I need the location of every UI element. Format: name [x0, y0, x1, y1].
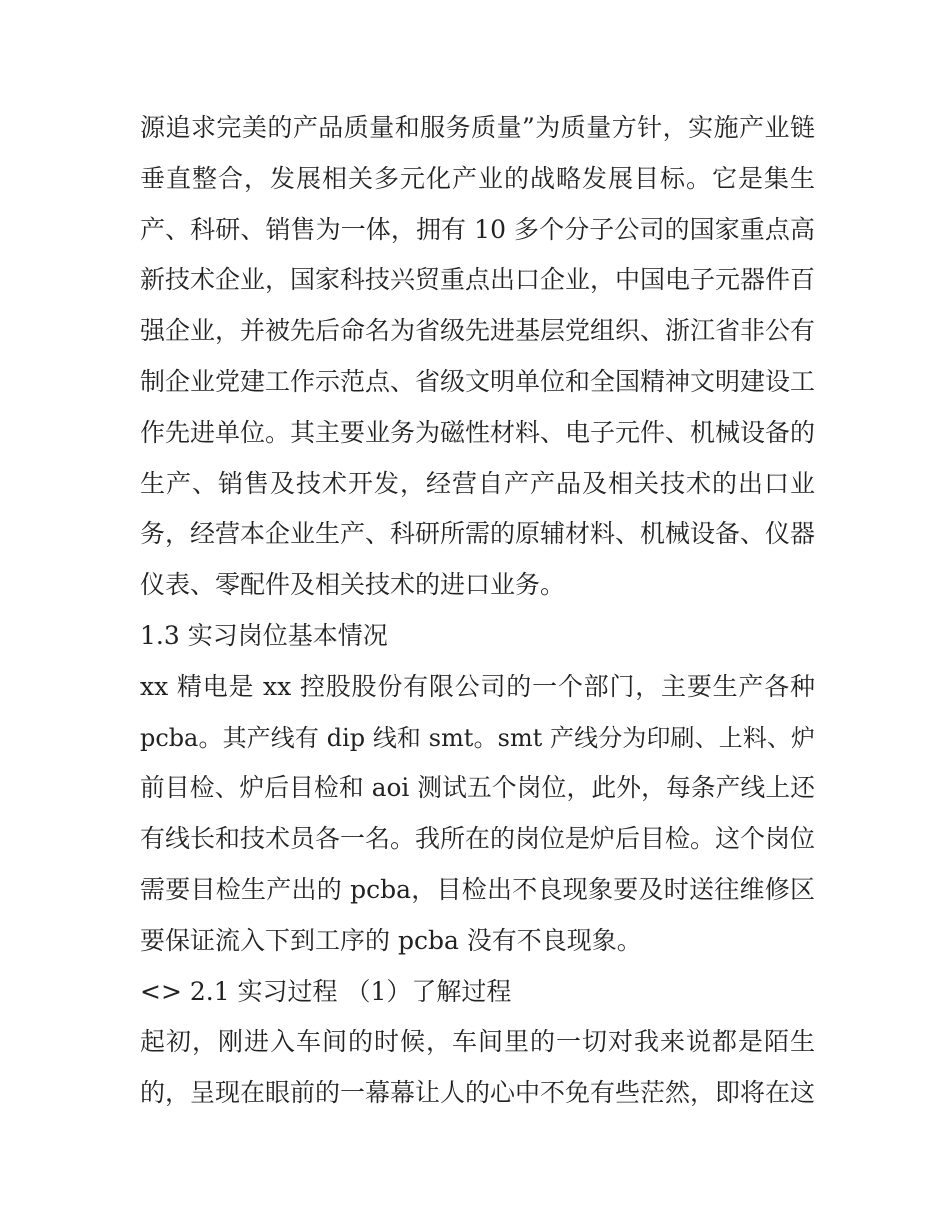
- document-body: [140, 103, 815, 1119]
- text-line: 强企业，并被先后命名为省级先进基层党组织、浙江省非公有: [140, 316, 816, 346]
- text-line: 作先进单位。其主要业务为磁性材料、电子元件、机械设备的: [140, 417, 816, 447]
- text-line: 的，呈现在眼前的一幕幕让人的心中不免有些茫然，即将在这: [140, 1078, 816, 1108]
- section-heading: <> 2.1 实习过程 （1）了解过程: [140, 976, 512, 1006]
- text-line: 垂直整合，发展相关多元化产业的战略发展目标。它是集生: [140, 163, 815, 193]
- text-line: 产、科研、销售为一体，拥有 10 多个分子公司的国家重点高: [140, 214, 815, 244]
- text-line: 仪表、零配件及相关技术的进口业务。: [140, 570, 566, 600]
- text-line: 生产、销售及技术开发，经营自产产品及相关技术的出口业: [140, 468, 815, 498]
- section-heading: 1.3 实习岗位基本情况: [140, 620, 388, 650]
- text-line: 制企业党建工作示范点、省级文明单位和全国精神文明建设工: [140, 366, 816, 396]
- text-line: 务，经营本企业生产、科研所需的原辅材料、机械设备、仪器: [140, 519, 816, 549]
- text-line: 需要目检生产出的 pcba，目检出不良现象要及时送往维修区: [140, 874, 815, 904]
- text-line: 要保证流入下到工序的 pcba 没有不良现象。: [140, 925, 642, 955]
- text-line: 源追求完美的产品质量和服务质量”为质量方针，实施产业链: [140, 113, 815, 142]
- text-line: 起初，刚进入车间的时候，车间里的一切对我来说都是陌生: [140, 1027, 815, 1057]
- text-line: pcba。其产线有 dip 线和 smt。smt 产线分为印刷、上料、炉: [140, 723, 815, 752]
- text-line: 新技术企业，国家科技兴贸重点出口企业，中国电子元器件百: [140, 265, 816, 295]
- text-line: xx 精电是 xx 控股股份有限公司的一个部门，主要生产各种: [140, 671, 815, 701]
- text-line: 前目检、炉后目检和 aoi 测试五个岗位，此外，每条产线上还: [140, 773, 815, 803]
- text-line: 有线长和技术员各一名。我所在的岗位是炉后目检。这个岗位: [140, 824, 816, 854]
